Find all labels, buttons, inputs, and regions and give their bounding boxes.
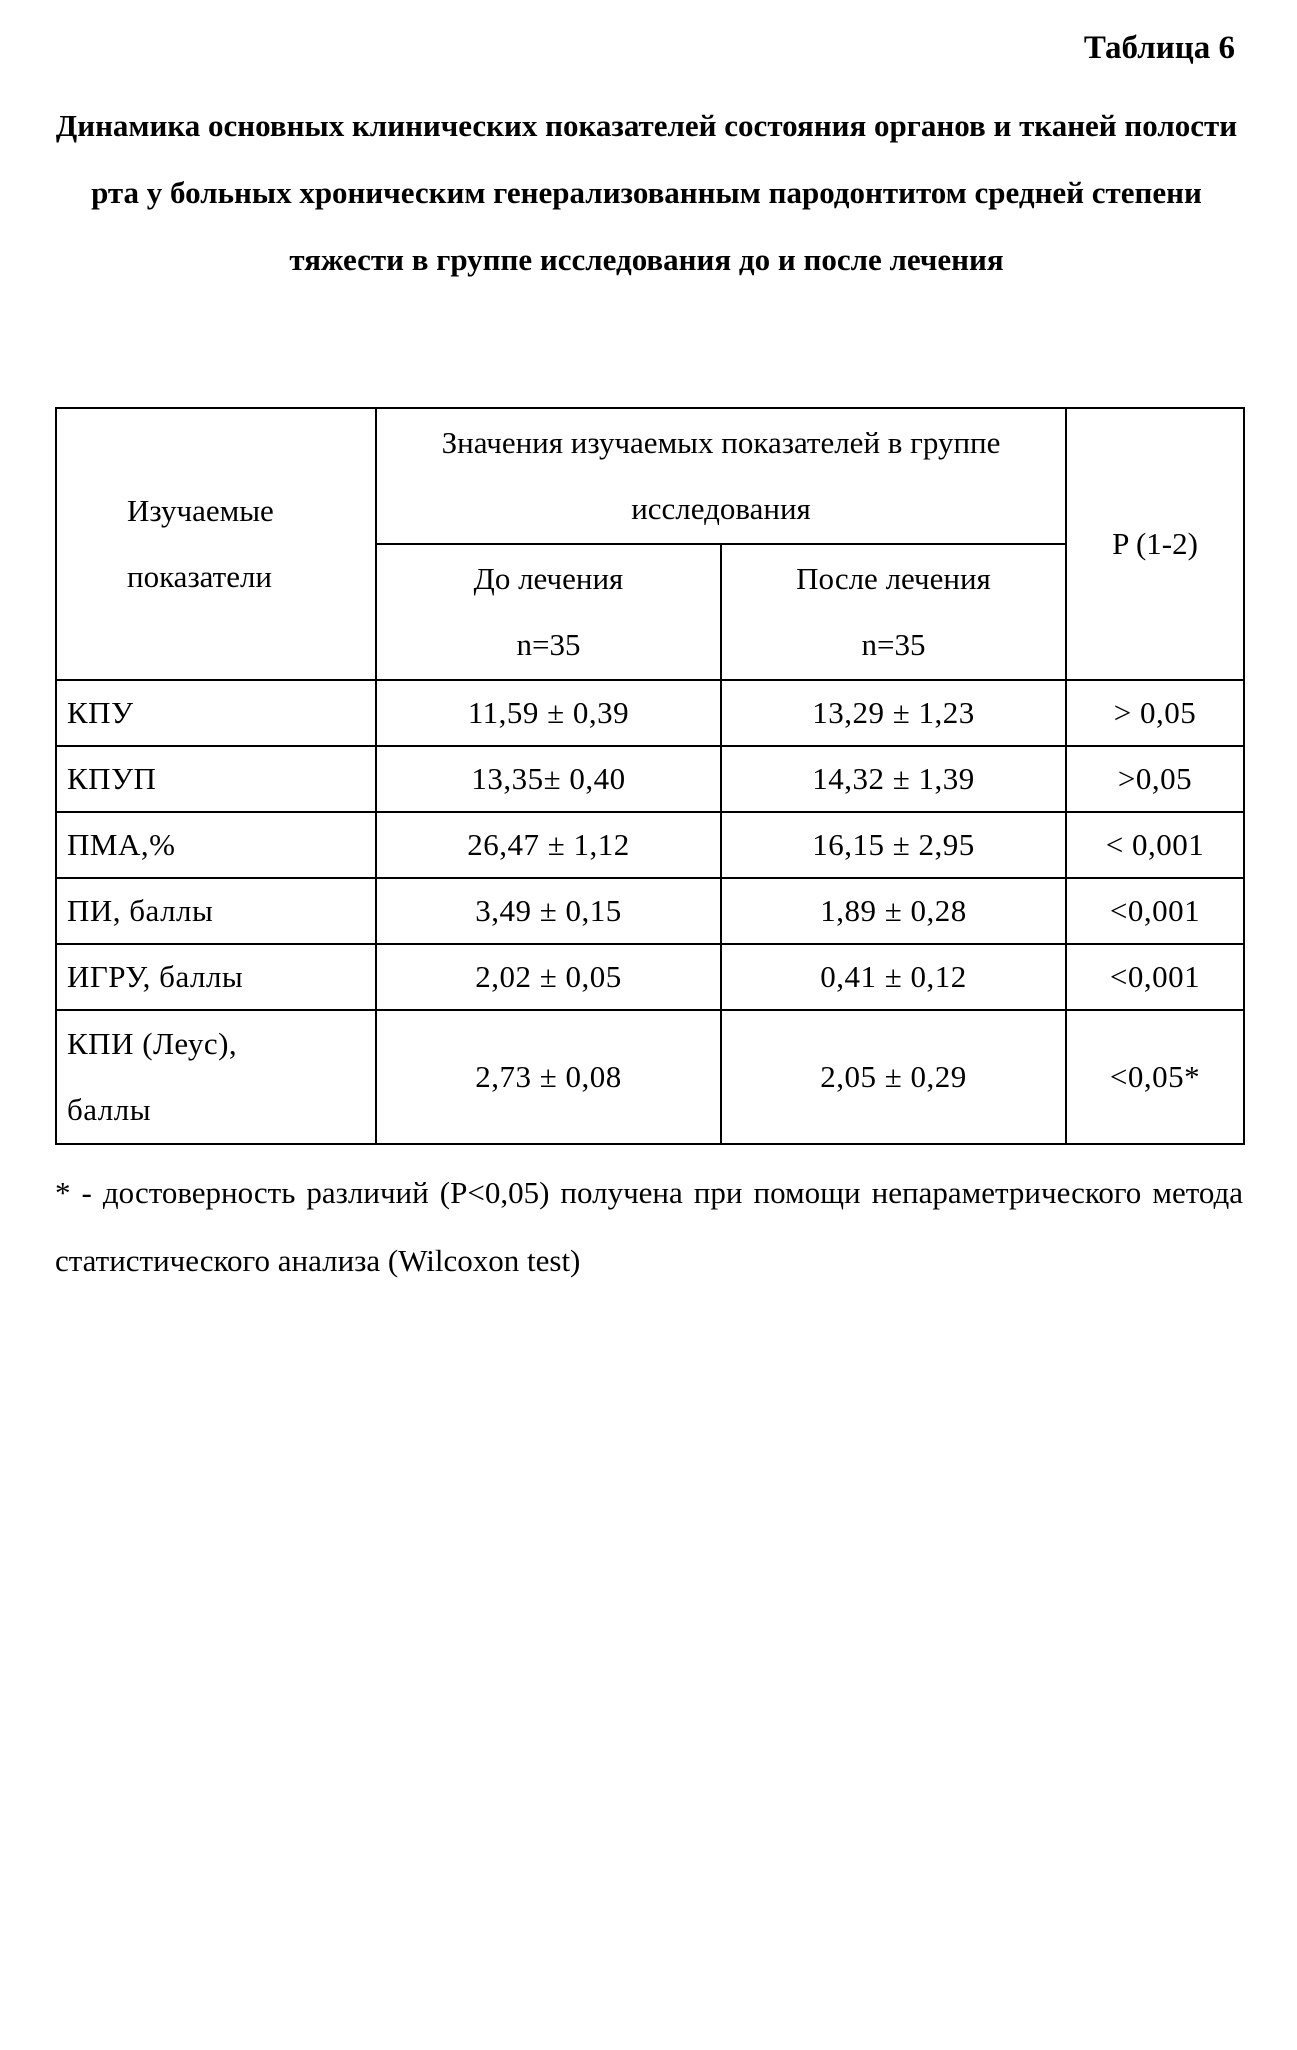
row-label-line2: баллы [67, 1092, 152, 1127]
table-row [56, 680, 1244, 746]
row-label: КПУ [56, 680, 376, 746]
header-group-line1: Значения изучаемых показателей в группе [441, 425, 1001, 460]
row-label: КПУП [56, 746, 376, 812]
value-before: 2,73 ± 0,08 [376, 1010, 721, 1144]
value-p: > 0,05 [1066, 680, 1244, 746]
table-row [56, 746, 1244, 812]
value-p: <0,001 [1066, 944, 1244, 1010]
value-after: 2,05 ± 0,29 [721, 1010, 1066, 1144]
value-p: <0,05* [1066, 1010, 1244, 1144]
value-before: 3,49 ± 0,15 [376, 878, 721, 944]
header-p-value: P (1-2) [1066, 408, 1244, 680]
header-group [376, 408, 1066, 544]
value-before: 11,59 ± 0,39 [376, 680, 721, 746]
header-group-line2: исследования [631, 491, 811, 526]
header-before-line1: До лечения [473, 561, 624, 596]
value-before: 13,35± 0,40 [376, 746, 721, 812]
row-label-line1: КПИ (Леус), [67, 1026, 238, 1061]
row-label: ИГРУ, баллы [56, 944, 376, 1010]
value-p: <0,001 [1066, 878, 1244, 944]
header-indicators-line1: Изучаемые [127, 493, 274, 528]
header-after-treatment [721, 544, 1066, 680]
table-row [56, 812, 1244, 878]
header-indicators-line2: показатели [127, 559, 273, 594]
table-footnote: * - достоверность различий (P<0,05) получена при помощи непараметрического метода статистического анализа (Wilcoxon test) [55, 1175, 1243, 1278]
value-after: 0,41 ± 0,12 [721, 944, 1066, 1010]
header-after-line2: n=35 [861, 627, 926, 662]
value-p: < 0,001 [1066, 812, 1244, 878]
header-before-line2: n=35 [516, 627, 581, 662]
value-p: >0,05 [1066, 746, 1244, 812]
table-header-row-1 [56, 408, 1244, 544]
table-row [56, 944, 1244, 1010]
value-after: 1,89 ± 0,28 [721, 878, 1066, 944]
header-indicators [56, 408, 376, 680]
value-after: 13,29 ± 1,23 [721, 680, 1066, 746]
value-before: 2,02 ± 0,05 [376, 944, 721, 1010]
value-after: 16,15 ± 2,95 [721, 812, 1066, 878]
row-label [56, 1010, 376, 1144]
row-label: ПИ, баллы [56, 878, 376, 944]
header-before-treatment [376, 544, 721, 680]
header-after-line1: После лечения [796, 561, 991, 596]
value-after: 14,32 ± 1,39 [721, 746, 1066, 812]
table-row [56, 1010, 1244, 1144]
table-number: Таблица 6 [1083, 30, 1235, 66]
table-title: Динамика основных клинических показателей состояния органов и тканей полости рта у больных хроническим генерализованным пародонтитом средней степени тяжести в группе исследования до и после лечения [55, 108, 1238, 277]
value-before: 26,47 ± 1,12 [376, 812, 721, 878]
row-label: ПМА,% [56, 812, 376, 878]
table-row [56, 878, 1244, 944]
results-table [55, 407, 1245, 1145]
